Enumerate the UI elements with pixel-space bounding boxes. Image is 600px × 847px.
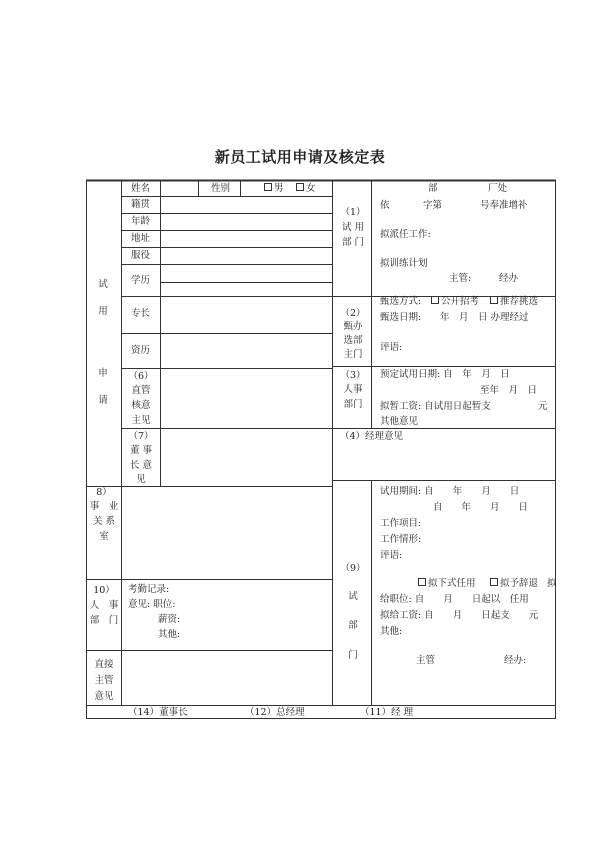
s2-label-4: 主门 [343, 349, 363, 360]
s7-label-4: 见 [136, 474, 146, 485]
s9-label-4: 门 [348, 650, 358, 661]
age-label: 年龄 [131, 216, 151, 227]
s8-label-3: 关 系 [92, 516, 116, 527]
s9-salary: 拟给工资: 自 月 日起支 元 [380, 610, 539, 621]
s8-label-4: 室 [99, 531, 109, 542]
s3-salary: 拟暂工资: 自试用日起暂支 [380, 401, 491, 412]
s9-ni: 拟 [547, 578, 557, 589]
gender-label: 性别 [211, 183, 231, 194]
s9-supervisor: 主管 [416, 655, 436, 666]
s1-zi: 字第 [423, 200, 443, 211]
experience-label: 资历 [131, 345, 151, 356]
s10-pay: 薪资: [158, 614, 181, 625]
male-label: 男 [274, 183, 284, 194]
s9-handler: 经办: [504, 655, 527, 666]
s9-others: 其他: [380, 626, 403, 637]
s1-assign: 拟派任工作: [380, 229, 431, 240]
s10-label-2: 人 事 [89, 600, 119, 611]
s8-label-2: 事 业 [89, 501, 119, 512]
female-checkbox[interactable] [296, 183, 304, 191]
s9-label-1: （9） [340, 563, 366, 574]
s1-supervisor: 主管: [449, 273, 472, 284]
footer-chairman: （14）董事长 [128, 707, 188, 718]
s1-label-1: （1） [340, 207, 366, 218]
direct-label-1: 直接 [94, 659, 114, 670]
s1-factory: 厂处 [488, 183, 508, 194]
s9-situation: 工作情形: [380, 534, 422, 545]
recommend-checkbox[interactable] [490, 296, 498, 304]
s2-open-label: 公开招考 [441, 296, 480, 307]
s10-label-1: 10） [93, 585, 115, 596]
s6-label-4: 主见 [131, 415, 151, 426]
s1-ref: 依 [380, 200, 390, 211]
s9-formal-option[interactable] [418, 578, 476, 590]
s2-label-3: 选部 [343, 335, 363, 346]
s2-open-option[interactable] [431, 296, 479, 308]
s10-others: 其他: [158, 629, 181, 640]
footer-manager: （11）经 理 [360, 707, 414, 718]
s1-hao: 号奉准增补 [480, 200, 528, 211]
s9-position: 给职位: 自 月 日起以 任用 [380, 594, 529, 605]
s2-recommend-label: 推荐挑选 [500, 296, 539, 307]
open-exam-checkbox[interactable] [431, 296, 439, 304]
trial-application-label-3: 申 [98, 368, 108, 379]
s2-comment: 评语: [380, 342, 403, 353]
s8-label-1: 8） [96, 487, 112, 498]
s1-train: 拟训练计划 [380, 258, 428, 269]
s2-method: 甄选方式: [380, 296, 422, 307]
s9-label-2: 试 [348, 591, 358, 602]
s10-opinion-position: 意见: 职位: [128, 599, 176, 610]
s3-trial-to: 至年 月 日 [480, 385, 538, 396]
male-checkbox[interactable] [264, 183, 272, 191]
trial-application-label-1: 试 [98, 279, 108, 290]
female-option[interactable] [296, 183, 316, 195]
s3-trial-date: 预定试用日期: 自 年 月 日 [380, 369, 510, 380]
s2-date-units: 年 月 日 办理经过 [440, 312, 529, 323]
s7-label-2: 董 事 [129, 445, 153, 456]
male-option[interactable] [264, 183, 284, 195]
s2-recommend-option[interactable] [490, 296, 538, 308]
s9-dismiss-label: 拟予辞退 [500, 578, 539, 589]
origin-label: 籍贯 [131, 199, 151, 210]
s9-period-2: 自 年 月 日 [433, 502, 529, 513]
s4-label: （4）经理意见 [340, 431, 404, 442]
form-title: 新员工试用申请及核定表 [214, 148, 386, 166]
s3-other: 其他意见 [380, 416, 419, 427]
name-label: 姓名 [131, 183, 151, 194]
s7-label-1: （7） [128, 431, 154, 442]
footer-gm: （12）总经理 [245, 707, 305, 718]
s1-handler: 经办 [499, 273, 519, 284]
s3-label-3: 部门 [343, 399, 363, 410]
s2-label-2: 甄办 [343, 321, 363, 332]
s1-dept: 部 [428, 183, 438, 194]
address-label: 地址 [131, 233, 151, 244]
s6-label-2: 直管 [131, 385, 151, 396]
s10-attendance: 考勤记录: [128, 584, 170, 595]
s3-label-1: （3） [340, 370, 366, 381]
s2-label-1: （2） [340, 308, 366, 319]
trial-application-label-2: 用 [98, 306, 108, 317]
trial-application-label-4: 请 [98, 395, 108, 406]
direct-label-2: 主管 [94, 675, 114, 686]
s7-label-3: 长 意 [129, 460, 153, 471]
s6-label-3: 核意 [131, 400, 151, 411]
s2-date: 甄选日期: [380, 312, 422, 323]
dismiss-checkbox[interactable] [490, 578, 498, 586]
education-label: 学历 [131, 275, 151, 286]
s9-project: 工作项目: [380, 518, 422, 529]
s10-label-3: 部 门 [89, 615, 119, 626]
s9-period-1: 试用期间: 自 年 月 日 [380, 486, 520, 497]
s9-comment: 评语: [380, 550, 403, 561]
s1-label-2: 试 用 [341, 222, 365, 233]
formal-hire-checkbox[interactable] [418, 578, 426, 586]
direct-label-3: 意见 [94, 691, 114, 702]
s6-label-1: （6） [128, 371, 154, 382]
female-label: 女 [306, 183, 316, 194]
s9-formal-label: 拟下式任用 [428, 578, 476, 589]
s1-label-3: 部 门 [341, 237, 365, 248]
specialty-label: 专长 [131, 308, 151, 319]
s3-label-2: 人事 [343, 384, 363, 395]
s3-yuan: 元 [538, 401, 548, 412]
s9-dismiss-option[interactable] [490, 578, 538, 590]
s9-label-3: 部 [348, 620, 358, 631]
service-label: 服役 [131, 250, 151, 261]
